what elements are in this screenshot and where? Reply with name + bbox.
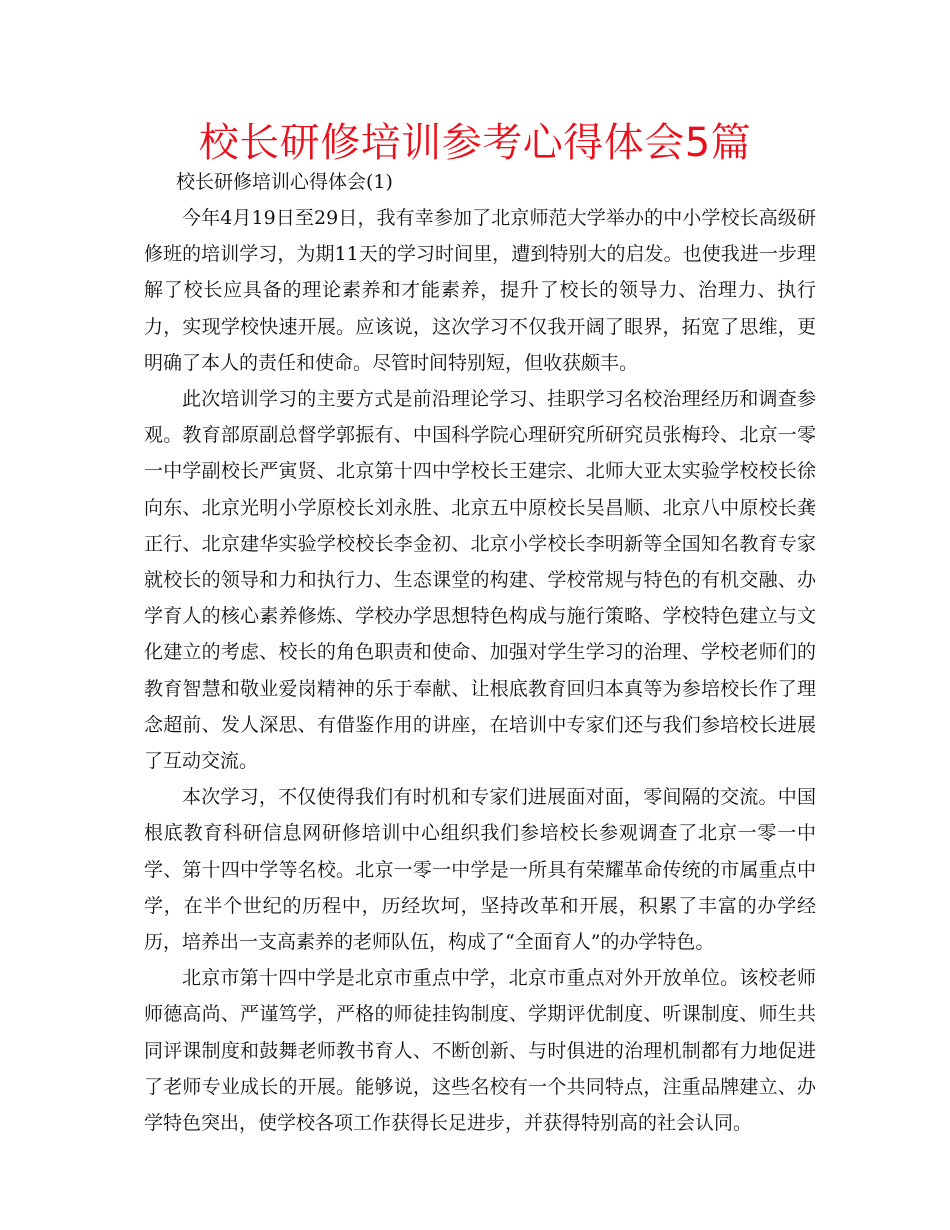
document-body xyxy=(144,200,816,1141)
paragraph-4: 北京市第十四中学是北京市重点中学，北京市重点对外开放单位。该校老师师德高尚、严谨笃学，严格的师徒挂钩制度、学期评优制度、听课制度、师生共同评课制度和鼓舞老师教书育人、不断创新、与时俱进的治理机制都有力地促进了老师专业成长的开展。能够说，这些名校有一个共同特点，注重品牌建立、办学特色突出，使学校各项工作获得长足进步，并获得特别高的社会认同。 xyxy=(144,967,816,1135)
document-title: 校长研修培训参考心得体会5篇 xyxy=(198,120,752,166)
paragraph-3: 本次学习，不仅使得我们有时机和专家们进展面对面，零间隔的交流。中国根底教育科研信息网研修培训中心组织我们参培校长参观调查了北京一零一中学、第十四中学等名校。北京一零一中学是一所具有荣耀革命传统的市属重点中学，在半个世纪的历程中，历经坎坷，坚持改革和开展，积累了丰富的办学经历，培养出一支高素养的老师队伍，构成了“全面育人”的办学特色。 xyxy=(144,786,816,954)
paragraph-2: 此次培训学习的主要方式是前沿理论学习、挂职学习名校治理经历和调查参观。教育部原副总督学郭振有、中国科学院心理研究所研究员张梅玲、北京一零一中学副校长严寅贤、北京第十四中学校长王建宗、北师大亚太实验学校校长徐向东、北京光明小学原校长刘永胜、北京五中原校长吴昌顺、北京八中原校长龚正行、北京建华实验学校校长李金初、北京小学校长李明新等全国知名教育专家就校长的领导和力和执行力、生态课堂的构建、学校常规与特色的有机交融、办学育人的核心素养修炼、学校办学思想特色构成与施行策略、学校特色建立与文化建立的考虑、校长的角色职责和使命、加强对学生学习的治理、学校老师们的教育智慧和敬业爱岗精神的乐于奉献、让根底教育回归本真等为参培校长作了理念超前、发人深思、有借鉴作用的讲座，在培训中专家们还与我们参培校长进展了互动交流。 xyxy=(144,388,816,773)
section-heading: 校长研修培训心得体会(1) xyxy=(176,171,393,193)
paragraph-1: 今年4月19日至29日，我有幸参加了北京师范大学举办的中小学校长高级研修班的培训学习，为期11天的学习时间里，遭到特别大的启发。也使我进一步理解了校长应具备的理论素养和才能素养，提升了校长的领导力、治理力、执行力，实现学校快速开展。应该说，这次学习不仅我开阔了眼界，拓宽了思维，更明确了本人的责任和使命。尽管时间特别短，但收获颇丰。 xyxy=(144,207,816,374)
